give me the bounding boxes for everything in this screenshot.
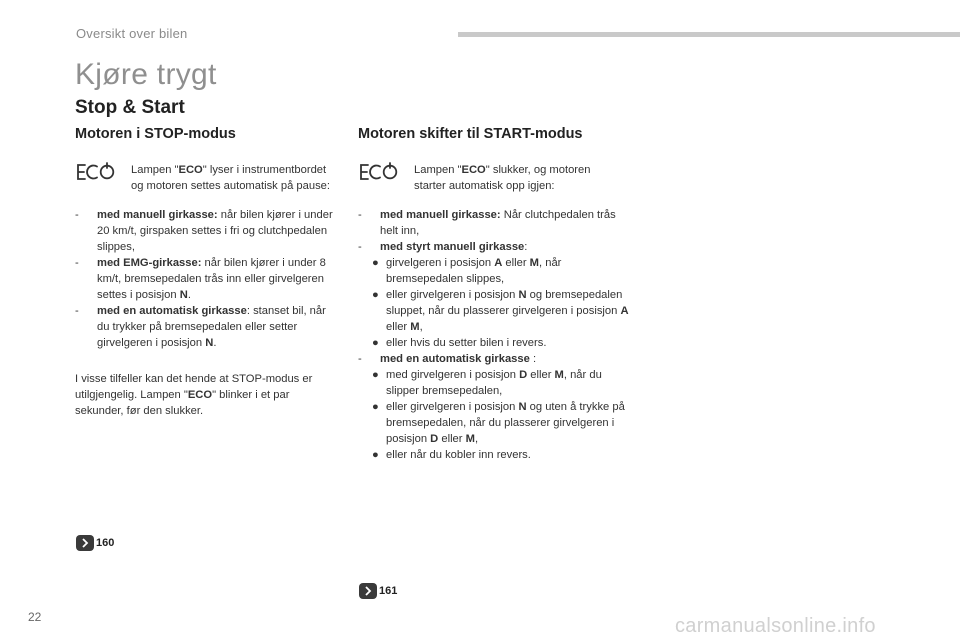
start-eco-description: Lampen "ECO" slukker, og motoren starter automatisk opp igjen: — [414, 164, 591, 192]
stop-conditions-list — [75, 207, 340, 351]
page-ref-arrow-icon — [359, 583, 377, 599]
page-ref-number: 161 — [379, 585, 398, 597]
page-number: 22 — [28, 610, 42, 624]
list-item: - med styrt manuell girkasse: — [358, 241, 528, 253]
stop-mode-note: I visse tilfeller kan det hende at STOP-modus er utilgjengelig. Lampen "ECO" blinker i et par sekunder, før den slukker. — [75, 373, 313, 417]
list-item: - med en automatisk girkasse: stanset bil, når du trykker på bremsepedalen eller setter girvelgeren i posisjon N. — [75, 305, 326, 349]
section-header-title: Oversikt over bilen — [76, 26, 188, 41]
start-mode-column — [358, 126, 633, 475]
start-mode-heading: Motoren skifter til START-modus — [358, 126, 583, 142]
page-ref-160[interactable] — [76, 535, 114, 551]
page-ref-161[interactable] — [359, 583, 397, 599]
list-item: - med en automatisk girkasse : — [358, 353, 537, 365]
list-sub-item: ● eller hvis du setter bilen i revers. — [372, 337, 547, 349]
list-item: - med manuell girkasse: Når clutchpedalen trås helt inn, — [358, 209, 616, 237]
stop-mode-heading: Motoren i STOP-modus — [75, 126, 236, 142]
list-sub-item: ● eller når du kobler inn revers. — [372, 449, 531, 461]
list-sub-item: ● eller girvelgeren i posisjon N og bremsepedalen sluppet, når du plasserer girvelgeren i posisjon A eller M, — [372, 289, 629, 333]
page-title: Kjøre trygt — [75, 58, 217, 91]
start-conditions-list — [358, 207, 633, 463]
list-sub-item: ● eller girvelgeren i posisjon N og uten å trykke på bremsepedalen, når du plasserer girvelgeren i posisjon D eller M, — [372, 401, 625, 445]
stop-eco-description: Lampen "ECO" lyser i instrumentbordet og motoren settes automatisk på pause: — [131, 164, 331, 192]
list-item: - med EMG-girkasse: når bilen kjører i under 8 km/t, bremsepedalen trås inn eller girvelgeren settes i posisjon N. — [75, 257, 326, 301]
header-rule — [458, 32, 960, 37]
stop-eco-row — [75, 162, 340, 194]
page-ref-arrow-icon — [76, 535, 94, 551]
list-sub-item: ● med girvelgeren i posisjon D eller M, når du slipper bremsepedalen, — [372, 369, 602, 397]
stop-mode-column — [75, 126, 340, 419]
start-eco-row — [358, 162, 633, 194]
page-ref-number: 160 — [96, 537, 115, 549]
eco-icon — [358, 162, 398, 182]
watermark: carmanualsonline.info — [675, 615, 876, 637]
list-sub-item: ● girvelgeren i posisjon A eller M, når bremsepedalen slippes, — [372, 257, 562, 285]
eco-icon — [75, 162, 115, 182]
page-subtitle: Stop & Start — [75, 97, 185, 118]
list-item: - med manuell girkasse: når bilen kjører i under 20 km/t, girspaken settes i fri og clutchpedalen slippes, — [75, 209, 333, 253]
